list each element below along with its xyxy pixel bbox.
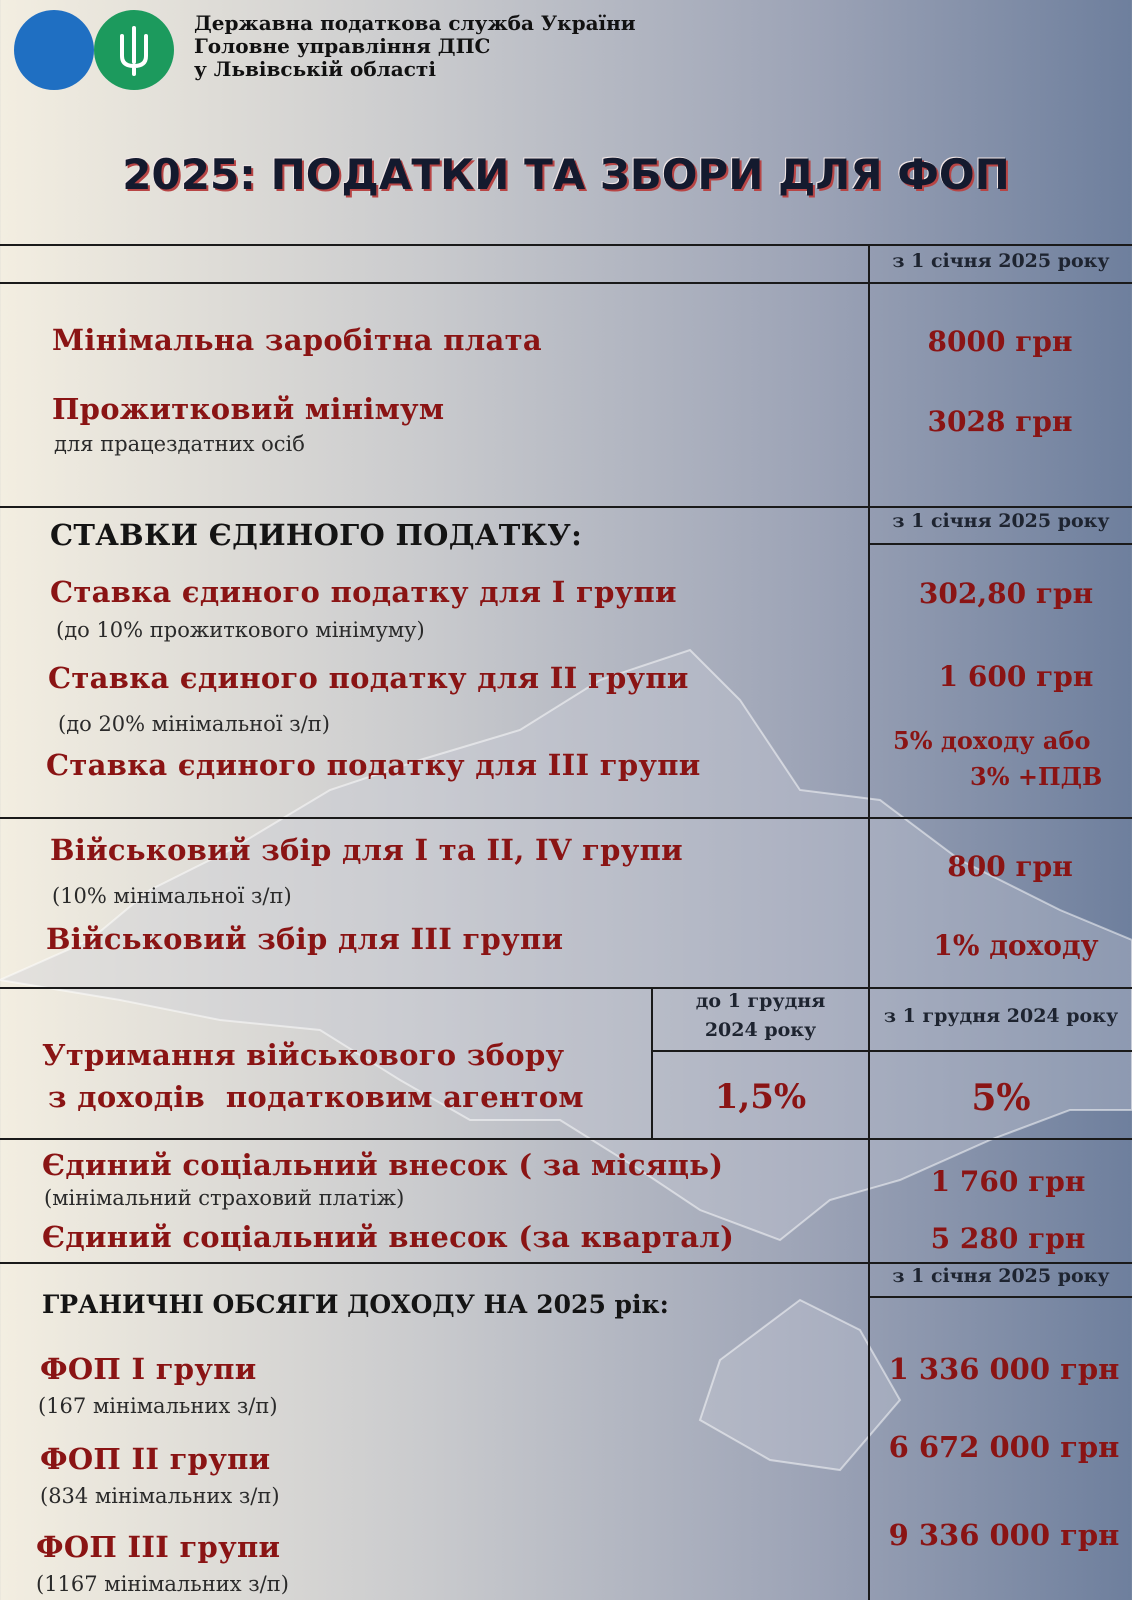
org-name-line3: у Львівській області	[194, 57, 436, 81]
trident-emblem-logo	[94, 10, 174, 90]
esv-month-note: (мінімальний страховий платіж)	[44, 1186, 405, 1210]
group1-rate-value: 302,80 грн	[918, 577, 1094, 610]
group3-rate-value-line2: 3% +ПДВ	[970, 762, 1103, 791]
esv-month-value: 1 760 грн	[930, 1165, 1086, 1198]
org-name-line2: Головне управління ДПС	[194, 34, 491, 58]
esv-month-label: Єдиний соціальний внесок ( за місяць)	[42, 1148, 724, 1182]
military-fee-group1-note: (10% мінімальної з/п)	[52, 884, 292, 908]
min-wage-value: 8000 грн	[927, 325, 1073, 358]
trident-icon	[94, 10, 174, 90]
fop3-limit-value: 9 336 000 грн	[888, 1518, 1120, 1552]
table-divider	[0, 817, 1132, 819]
group2-rate-note: (до 20% мінімальної з/п)	[58, 712, 330, 736]
fop3-label: ФОП ІІІ групи	[36, 1530, 281, 1564]
col-before-line1: до 1 грудня	[695, 990, 826, 1012]
esv-quarter-label: Єдиний соціальний внесок (за квартал)	[42, 1220, 735, 1254]
tax-service-logo	[14, 10, 94, 90]
table-divider	[0, 987, 1132, 989]
table-divider	[0, 1138, 1132, 1140]
org-name-line1: Державна податкова служба України	[194, 11, 636, 35]
military-fee-group1-value: 800 грн	[947, 850, 1073, 883]
group1-rate-label: Ставка єдиного податку для І групи	[50, 575, 677, 609]
esv-quarter-value: 5 280 грн	[930, 1222, 1086, 1255]
fop1-label: ФОП І групи	[40, 1352, 257, 1386]
single-tax-heading: СТАВКИ ЄДИНОГО ПОДАТКУ:	[50, 518, 583, 552]
value-column-divider	[868, 244, 870, 1600]
fop2-note: (834 мінімальних з/п)	[40, 1484, 280, 1508]
page-title: 2025: ПОДАТКИ ТА ЗБОРИ ДЛЯ ФОП	[122, 150, 1010, 199]
military-fee-group3-label: Військовий збір для ІІІ групи	[46, 922, 564, 956]
date-header: з 1 січня 2025 року	[892, 510, 1110, 532]
subsistence-note: для працездатних осіб	[54, 432, 305, 456]
withholding-label-line2: з доходів податковим агентом	[48, 1080, 584, 1114]
col-after-header: з 1 грудня 2024 року	[883, 1005, 1119, 1027]
table-divider	[0, 282, 1132, 284]
date-header: з 1 січня 2025 року	[892, 250, 1110, 272]
fop1-limit-value: 1 336 000 грн	[888, 1352, 1120, 1386]
withholding-before-value: 1,5%	[714, 1077, 807, 1117]
table-divider	[868, 1296, 1132, 1298]
fop2-limit-value: 6 672 000 грн	[888, 1430, 1120, 1464]
military-fee-group1-label: Військовий збір для І та ІІ, IV групи	[50, 833, 683, 867]
withholding-after-value: 5%	[971, 1077, 1031, 1119]
income-limits-heading: ГРАНИЧНІ ОБСЯГИ ДОХОДУ НА 2025 рік:	[42, 1290, 669, 1319]
min-wage-label: Мінімальна заробітна плата	[52, 323, 542, 357]
table-divider	[868, 543, 1132, 545]
table-divider	[0, 1262, 1132, 1264]
col-before-line2: 2024 року	[704, 1019, 817, 1041]
fop2-label: ФОП ІІ групи	[40, 1442, 271, 1476]
fop3-note: (1167 мінімальних з/п)	[36, 1572, 289, 1596]
subsistence-value: 3028 грн	[927, 405, 1073, 438]
group2-rate-label: Ставка єдиного податку для ІІ групи	[48, 661, 689, 695]
group2-rate-value: 1 600 грн	[938, 660, 1094, 693]
military-fee-group3-value: 1% доходу	[933, 929, 1099, 962]
date-header: з 1 січня 2025 року	[892, 1265, 1110, 1287]
group3-rate-value-line1: 5% доходу або	[893, 726, 1091, 755]
withholding-label-line1: Утримання військового збору	[42, 1038, 565, 1072]
fop1-note: (167 мінімальних з/п)	[38, 1394, 278, 1418]
table-divider	[651, 1050, 1132, 1052]
group1-rate-note: (до 10% прожиткового мінімуму)	[56, 618, 425, 642]
table-divider	[0, 244, 1132, 246]
table-divider	[0, 506, 1132, 508]
group3-rate-label: Ставка єдиного податку для ІІІ групи	[46, 748, 701, 782]
subsistence-label: Прожитковий мінімум	[52, 392, 445, 426]
